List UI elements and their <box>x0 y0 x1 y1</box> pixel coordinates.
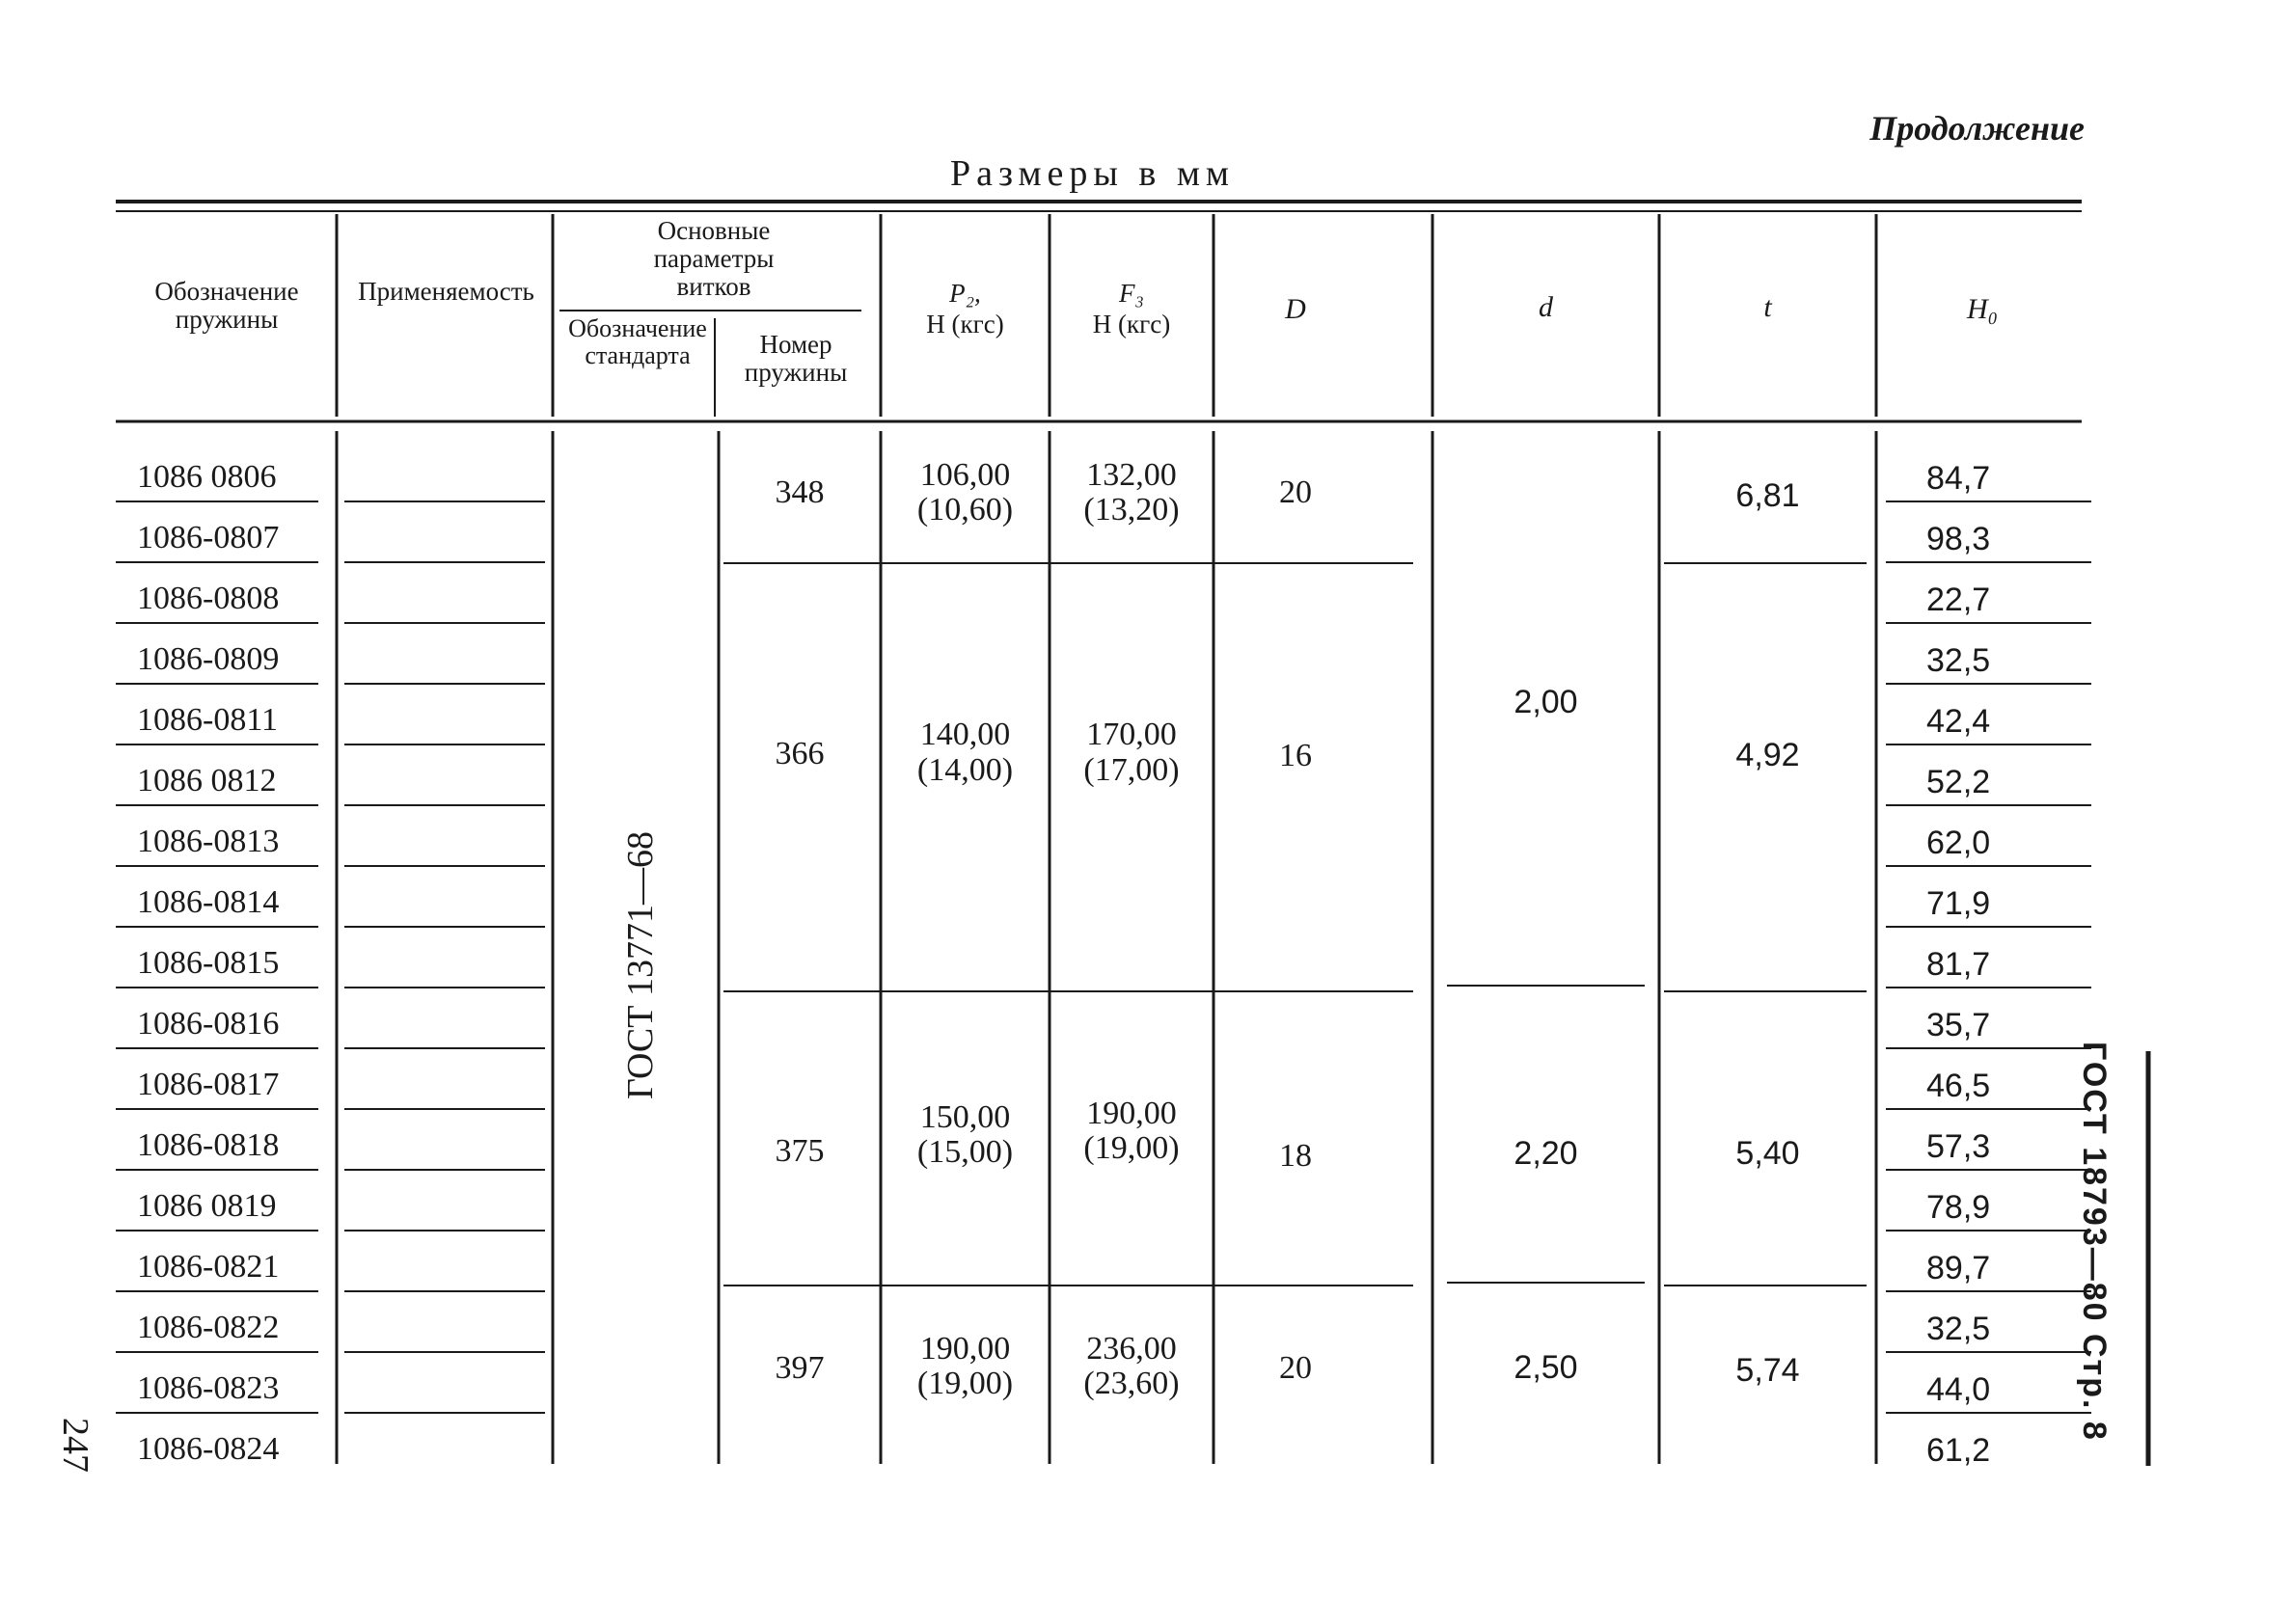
t-value: 5,40 <box>1735 1135 1800 1172</box>
row-code: 1086 0806 <box>137 459 277 495</box>
row-code: 1086-0818 <box>137 1127 280 1163</box>
row-code: 1086-0822 <box>137 1310 280 1345</box>
f3-value: 170,00 <box>1086 717 1177 752</box>
p2-kgf: (14,00) <box>916 752 1014 788</box>
row-code: 1086-0807 <box>137 520 280 555</box>
header-params-group: Основные параметры витков <box>653 216 775 302</box>
header-t: t <box>1763 291 1772 323</box>
h0-value: 84,7 <box>1926 460 1991 497</box>
d-value: 2,20 <box>1514 1135 1578 1172</box>
h0-value: 61,2 <box>1926 1432 1991 1469</box>
header-applicability: Применяемость <box>358 277 534 306</box>
row-code: 1086-0821 <box>137 1249 280 1285</box>
D-value: 16 <box>1279 738 1312 773</box>
t-value: 4,92 <box>1735 737 1800 773</box>
f3-value: 190,00 <box>1086 1096 1177 1131</box>
row-code: 1086-0824 <box>137 1431 280 1467</box>
spring-number: 397 <box>775 1350 825 1386</box>
f3-kgf: (19,00) <box>1083 1130 1180 1166</box>
h0-value: 22,7 <box>1926 582 1991 618</box>
header-D: D <box>1285 293 1306 325</box>
header-designation: Обозначение пружины <box>154 277 299 335</box>
p2-value: 190,00 <box>919 1331 1011 1367</box>
row-code: 1086-0808 <box>137 581 280 616</box>
units-caption: Размеры в мм <box>950 153 1235 194</box>
row-code: 1086-0815 <box>137 945 280 981</box>
h0-value: 44,0 <box>1926 1371 1991 1408</box>
p2-value: 150,00 <box>919 1099 1011 1135</box>
row-code: 1086-0813 <box>137 824 280 859</box>
D-value: 18 <box>1279 1138 1312 1174</box>
p2-kgf: (15,00) <box>916 1134 1014 1170</box>
row-code: 1086-0809 <box>137 641 280 677</box>
row-code: 1086 0812 <box>137 763 277 798</box>
side-gost-label: ГОСТ 18793—80 Стр. 8 <box>2076 1042 2113 1442</box>
header-std-designation: Обозначение стандарта <box>568 314 707 370</box>
h0-value: 32,5 <box>1926 642 1991 679</box>
f3-value: 236,00 <box>1086 1331 1177 1367</box>
h0-value: 98,3 <box>1926 521 1991 557</box>
h0-value: 89,7 <box>1926 1250 1991 1286</box>
p2-kgf: (19,00) <box>916 1366 1014 1401</box>
header-p2-unit: Н (кгс) <box>926 310 1004 338</box>
row-code: 1086 0819 <box>137 1188 277 1224</box>
D-value: 20 <box>1279 1350 1312 1386</box>
p2-value: 106,00 <box>919 457 1011 493</box>
spring-number: 348 <box>775 474 825 510</box>
row-code: 1086-0814 <box>137 884 280 920</box>
h0-value: 46,5 <box>1926 1068 1991 1104</box>
spring-number: 366 <box>775 736 825 771</box>
h0-value: 57,3 <box>1926 1128 1991 1165</box>
row-code: 1086-0811 <box>137 702 279 738</box>
h0-value: 71,9 <box>1926 885 1991 922</box>
f3-kgf: (17,00) <box>1083 752 1180 788</box>
f3-kgf: (13,20) <box>1083 492 1180 528</box>
row-code: 1086-0817 <box>137 1067 280 1102</box>
h0-value: 42,4 <box>1926 703 1991 740</box>
spring-number: 375 <box>775 1133 825 1169</box>
h0-value: 32,5 <box>1926 1311 1991 1347</box>
p2-kgf: (10,60) <box>916 492 1014 528</box>
standard-designation: ГОСТ 13771—68 <box>620 831 661 1099</box>
header-H0: H₀ <box>1966 293 1999 325</box>
t-value: 6,81 <box>1735 477 1800 514</box>
row-code: 1086-0816 <box>137 1006 280 1042</box>
h0-value: 35,7 <box>1926 1007 1991 1043</box>
h0-value: 78,9 <box>1926 1189 1991 1226</box>
header-spring-number: Номер пружины <box>744 330 848 388</box>
h0-value: 52,2 <box>1926 764 1991 800</box>
t-value: 5,74 <box>1735 1352 1800 1389</box>
f3-kgf: (23,60) <box>1083 1366 1180 1401</box>
header-f3: F₃ <box>1119 279 1144 308</box>
header-p2: P₂, <box>949 279 981 308</box>
row-code: 1086-0823 <box>137 1370 280 1406</box>
f3-value: 132,00 <box>1086 457 1177 493</box>
h0-value: 81,7 <box>1926 946 1991 983</box>
p2-value: 140,00 <box>919 717 1011 752</box>
d-value: 2,50 <box>1514 1349 1578 1386</box>
D-value: 20 <box>1279 474 1312 510</box>
header-d: d <box>1539 291 1553 323</box>
continuation-label: Продолжение <box>1869 109 2085 148</box>
header-f3-unit: Н (кгс) <box>1092 310 1171 338</box>
h0-value: 62,0 <box>1926 825 1991 861</box>
d-value: 2,00 <box>1514 684 1578 720</box>
page-number: 247 <box>55 1418 95 1473</box>
